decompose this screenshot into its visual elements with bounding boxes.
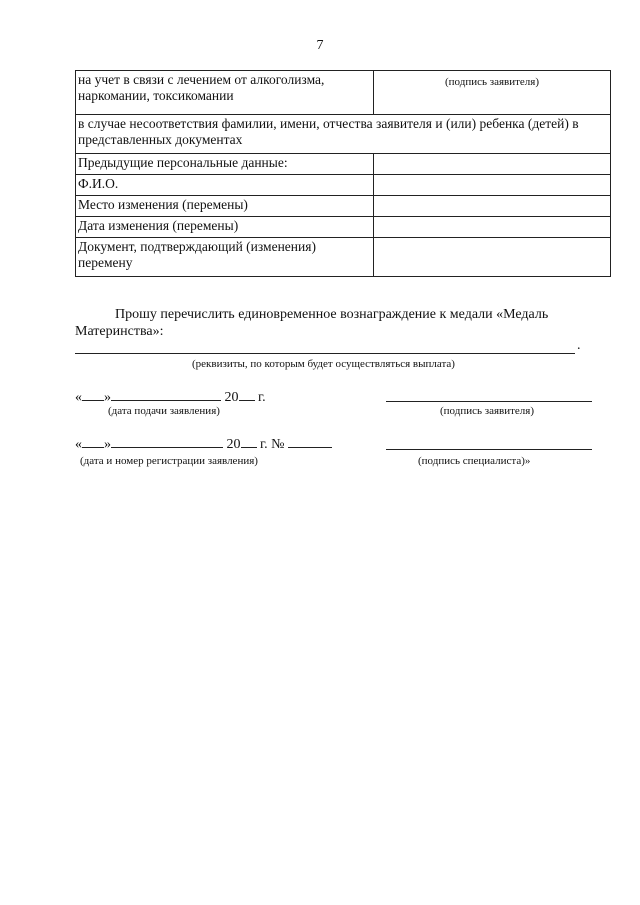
change-place-label: Место изменения (перемены) <box>76 196 374 217</box>
requisites-line[interactable] <box>75 353 575 354</box>
applicant-signature-cell[interactable]: (подпись заявителя) <box>374 71 611 115</box>
submission-date-line[interactable] <box>75 388 266 406</box>
table-row-mismatch <box>76 115 611 154</box>
applicant-signature-line[interactable] <box>386 401 592 402</box>
table-row-alcohol <box>76 71 611 115</box>
submission-day-blank[interactable] <box>82 388 104 401</box>
requisites-caption: (реквизиты, по которым будет осуществляться выплата) <box>192 358 455 370</box>
personal-data-table <box>75 70 611 277</box>
table-row-change-date <box>76 217 611 238</box>
table-row-previous-data <box>76 154 611 175</box>
alcohol-treatment-text: на учет в связи с лечением от алкоголизма, наркомании, токсикомании <box>76 71 374 115</box>
previous-data-field[interactable] <box>374 154 611 175</box>
registration-year-suffix: г. № <box>256 437 285 452</box>
page-number: 7 <box>316 38 324 53</box>
registration-date-line[interactable] <box>75 435 332 453</box>
specialist-signature-line[interactable] <box>386 449 592 450</box>
table-row-document <box>76 238 611 277</box>
submission-open-quote: « <box>75 390 82 405</box>
registration-year-blank[interactable] <box>241 435 257 448</box>
submission-year-suffix: г. <box>254 390 266 405</box>
submission-year-prefix: 20 <box>224 390 239 405</box>
registration-open-quote: « <box>75 437 82 452</box>
registration-close-quote: » <box>104 437 111 452</box>
fio-label: Ф.И.О. <box>76 175 374 196</box>
document-field[interactable] <box>374 238 611 277</box>
submission-month-blank[interactable] <box>111 388 221 401</box>
applicant-signature-caption: (подпись заявителя) <box>440 405 535 417</box>
requisites-end-dot: . <box>577 338 581 353</box>
payment-request-text: Прошу перечислить единовременное вознаграждение к медали «Медаль Материнства»: <box>75 307 549 339</box>
change-date-field[interactable] <box>374 217 611 238</box>
document-label: Документ, подтверждающий (изменения) перемену <box>76 238 374 277</box>
table-row-fio <box>76 175 611 196</box>
change-date-label: Дата изменения (перемены) <box>76 217 374 238</box>
registration-number-blank[interactable] <box>288 435 332 448</box>
submission-close-quote: » <box>104 390 111 405</box>
submission-year-blank[interactable] <box>239 388 255 401</box>
registration-day-blank[interactable] <box>82 435 104 448</box>
name-mismatch-text: в случае несоответствия фамилии, имени, отчества заявителя и (или) ребенка (детей) в представленных документах <box>76 115 611 154</box>
registration-year-prefix: 20 <box>226 437 241 452</box>
table-row-change-place <box>76 196 611 217</box>
specialist-signature-caption: (подпись специалиста)» <box>418 455 531 467</box>
registration-date-caption: (дата и номер регистрации заявления) <box>80 455 258 467</box>
change-place-field[interactable] <box>374 196 611 217</box>
registration-month-blank[interactable] <box>111 435 223 448</box>
previous-data-label: Предыдущие персональные данные: <box>76 154 374 175</box>
submission-date-caption: (дата подачи заявления) <box>108 405 220 417</box>
fio-field[interactable] <box>374 175 611 196</box>
